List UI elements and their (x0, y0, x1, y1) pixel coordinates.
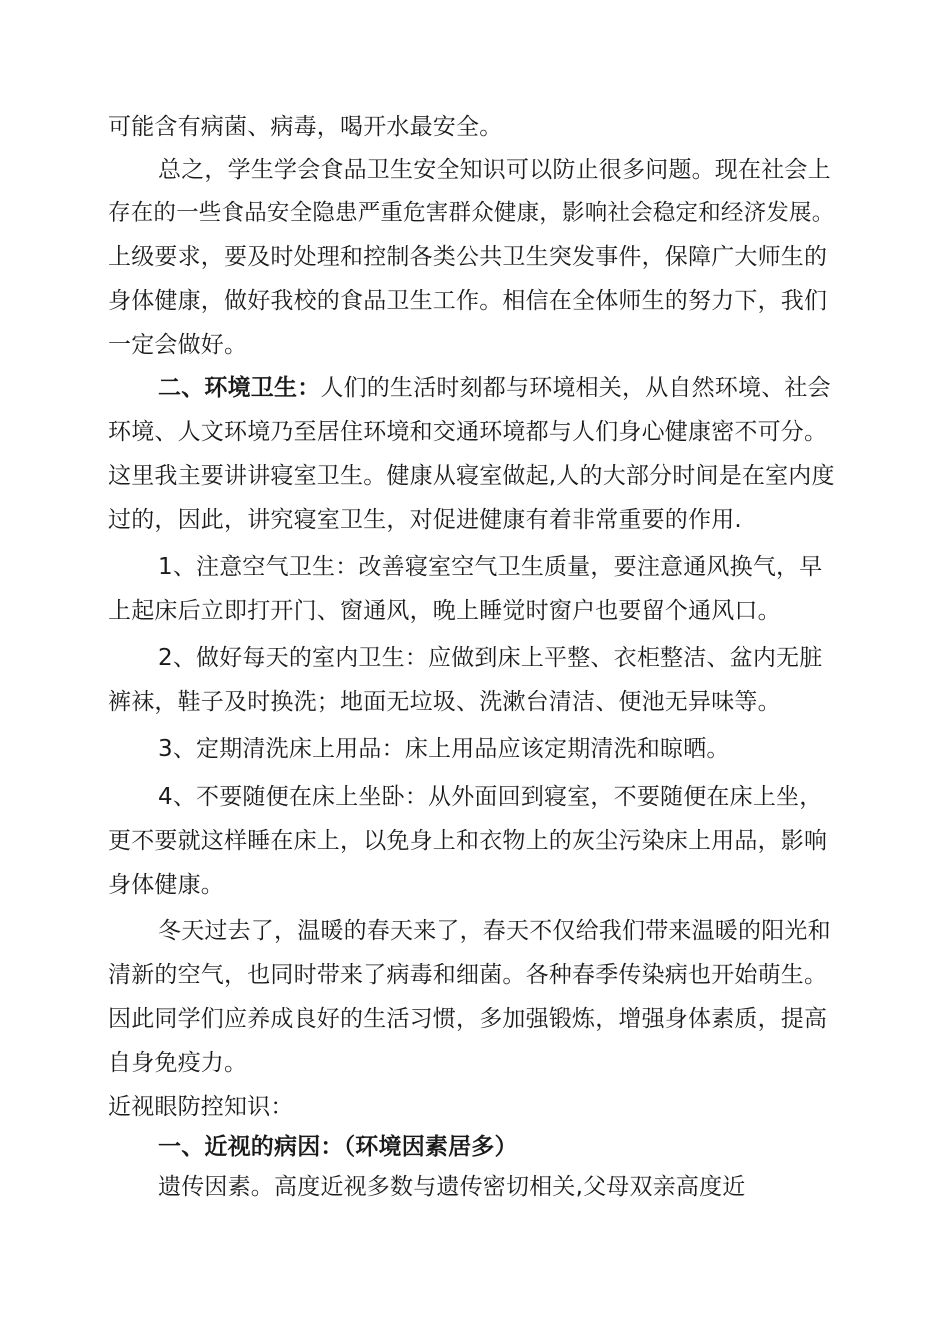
text-line: 这里我主要讲讲寝室卫生。健康从寝室做起,人的大部分时间是在室内度 (108, 463, 835, 489)
text-line: 过的，因此，讲究寝室卫生，对促进健康有着非常重要的作用. (108, 507, 742, 533)
section-heading: 二、环境卫生： (158, 375, 321, 401)
text-line: 更不要就这样睡在床上，以免身上和衣物上的灰尘污染床上用品，影响 (108, 828, 828, 854)
text-line: 清新的空气，也同时带来了病毒和细菌。各种春季传染病也开始萌生。 (108, 962, 828, 988)
text-line: 一定会做好。 (108, 332, 248, 358)
text-line: 3、定期清洗床上用品：床上用品应该定期清洗和晾晒。 (158, 736, 730, 762)
text-line: 1、注意空气卫生：改善寝室空气卫生质量，要注意通风换气，早 (158, 554, 823, 580)
text-line: 环境、人文环境乃至居住环境和交通环境都与人们身心健康密不可分。 (108, 419, 828, 445)
text-line: 遗传因素。高度近视多数与遗传密切相关,父母双亲高度近 (158, 1174, 746, 1200)
text-line: 4、不要随便在床上坐卧：从外面回到寝室，不要随便在床上坐， (158, 784, 823, 810)
subsection-heading: 一、近视的病因：（环境因素居多） (158, 1134, 518, 1160)
text-line: 可能含有病菌、病毒，喝开水最安全。 (108, 114, 503, 140)
text-line: 存在的一些食品安全隐患严重危害群众健康，影响社会稳定和经济发展。 (108, 200, 835, 226)
text-line: 总之，学生学会食品卫生安全知识可以防止很多问题。现在社会上 (158, 157, 831, 183)
text-line: 裤袜，鞋子及时换洗；地面无垃圾、洗漱台清洁、便池无异味等。 (108, 689, 781, 715)
text-line: 身体健康。 (108, 872, 224, 898)
section-text: 人们的生活时刻都与环境相关，从自然环境、社会 (320, 375, 831, 401)
text-line: 上级要求，要及时处理和控制各类公共卫生突发事件，保障广大师生的 (108, 244, 828, 270)
text-line: 2、做好每天的室内卫生：应做到床上平整、衣柜整洁、盆内无脏 (158, 645, 823, 671)
text-line: 自身免疫力。 (108, 1050, 248, 1076)
section-heading-line (158, 373, 831, 403)
subsection-heading-line (158, 1132, 518, 1162)
text-line: 身体健康，做好我校的食品卫生工作。相信在全体师生的努力下，我们 (108, 288, 828, 314)
text-line: 上起床后立即打开门、窗通风，晚上睡觉时窗户也要留个通风口。 (108, 598, 781, 624)
text-line: 近视眼防控知识： (108, 1094, 294, 1120)
text-line: 因此同学们应养成良好的生活习惯，多加强锻炼，增强身体素质，提高 (108, 1006, 828, 1032)
text-line: 冬天过去了，温暖的春天来了，春天不仅给我们带来温暖的阳光和 (158, 918, 831, 944)
